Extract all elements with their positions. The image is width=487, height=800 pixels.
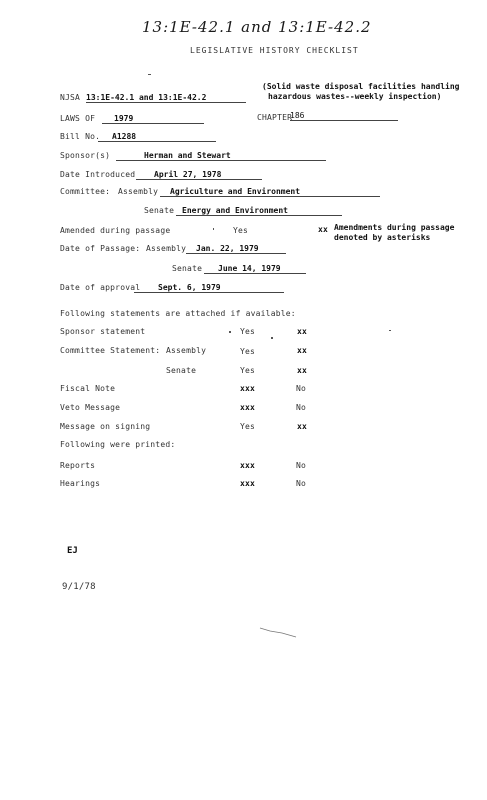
njsa-label: NJSA bbox=[60, 93, 81, 102]
statement-label: Fiscal Note bbox=[60, 384, 116, 393]
date-introduced-label: Date Introduced bbox=[60, 170, 136, 179]
date-of-passage-label: Date of Passage: bbox=[60, 244, 141, 253]
scan-speck bbox=[213, 228, 214, 230]
amended-note-line2: denoted by asterisks bbox=[334, 233, 431, 242]
statement-yes: Yes bbox=[240, 347, 256, 356]
statement-yes: Yes bbox=[240, 366, 256, 375]
committee-senate-value: Energy and Environment bbox=[176, 206, 342, 216]
printed-heading: Following were printed: bbox=[60, 440, 176, 449]
njsa-note-line1: (Solid waste disposal facilities handling bbox=[262, 82, 460, 91]
date-of-approval-value: Sept. 6, 1979 bbox=[134, 283, 284, 293]
statement-label: Sponsor statement bbox=[60, 327, 146, 336]
amended-mark: xx bbox=[318, 225, 329, 234]
statement-yes: Yes bbox=[240, 327, 256, 336]
date-introduced-value: April 27, 1978 bbox=[136, 170, 262, 180]
njsa-value: 13:1E-42.1 and 13:1E-42.2 bbox=[86, 93, 246, 103]
printed-no: No bbox=[296, 461, 307, 470]
handwritten-title: 13:1E-42.1 and 13:1E-42.2 bbox=[142, 18, 372, 36]
date-of-passage-assembly-label: Assembly bbox=[146, 244, 187, 253]
laws-of-label: LAWS OF bbox=[60, 114, 96, 123]
statement-sub: Assembly bbox=[166, 346, 207, 355]
printed-no: No bbox=[296, 479, 307, 488]
scan-stroke-mark bbox=[258, 624, 306, 640]
statement-yes: xxx bbox=[240, 384, 256, 393]
laws-of-value: 1979 bbox=[102, 114, 204, 124]
statement-no: xx bbox=[297, 422, 308, 431]
statement-no: No bbox=[296, 403, 307, 412]
committee-senate-label: Senate bbox=[144, 206, 175, 215]
scan-speck bbox=[229, 331, 231, 333]
footer-date: 9/1/78 bbox=[62, 582, 96, 592]
date-of-passage-senate-label: Senate bbox=[172, 264, 203, 273]
statement-no: xx bbox=[297, 346, 308, 355]
bill-no-value: A1288 bbox=[98, 132, 216, 142]
committee-assembly-value: Agriculture and Environment bbox=[160, 187, 380, 197]
printed-label: Hearings bbox=[60, 479, 101, 488]
sponsors-value: Herman and Stewart bbox=[116, 151, 326, 161]
amended-yes: Yes bbox=[233, 226, 249, 235]
statement-no: xx bbox=[297, 366, 308, 375]
printed-yes: xxx bbox=[240, 479, 256, 488]
statement-label: Committee Statement: bbox=[60, 346, 161, 355]
statement-yes: Yes bbox=[240, 422, 256, 431]
scan-speck bbox=[389, 330, 391, 331]
amended-note-line1: Amendments during passage bbox=[334, 223, 455, 232]
statement-label: Message on signing bbox=[60, 422, 151, 431]
sponsors-label: Sponsor(s) bbox=[60, 151, 111, 160]
bill-no-label: Bill No. bbox=[60, 132, 101, 141]
attached-heading: Following statements are attached if available: bbox=[60, 309, 296, 318]
chapter-value: 186 bbox=[290, 111, 398, 121]
committee-label: Committee: bbox=[60, 187, 111, 196]
scan-speck bbox=[148, 74, 151, 75]
printed-label: Reports bbox=[60, 461, 96, 470]
form-title: LEGISLATIVE HISTORY CHECKLIST bbox=[190, 46, 359, 55]
footer-initials: EJ bbox=[67, 546, 78, 556]
statement-yes: xxx bbox=[240, 403, 256, 412]
date-of-passage-senate-value: June 14, 1979 bbox=[204, 264, 306, 274]
njsa-note-line2: hazardous wastes--weekly inspection) bbox=[268, 92, 442, 101]
statement-sub: Senate bbox=[166, 366, 197, 375]
printed-yes: xxx bbox=[240, 461, 256, 470]
date-of-passage-assembly-value: Jan. 22, 1979 bbox=[186, 244, 286, 254]
statement-no: xx bbox=[297, 327, 308, 336]
scan-speck bbox=[271, 337, 273, 339]
date-of-approval-label: Date of approval bbox=[60, 283, 141, 292]
amended-label: Amended during passage bbox=[60, 226, 171, 235]
chapter-label: CHAPTER bbox=[257, 113, 293, 122]
statement-no: No bbox=[296, 384, 307, 393]
committee-assembly-label: Assembly bbox=[118, 187, 159, 196]
statement-label: Veto Message bbox=[60, 403, 121, 412]
